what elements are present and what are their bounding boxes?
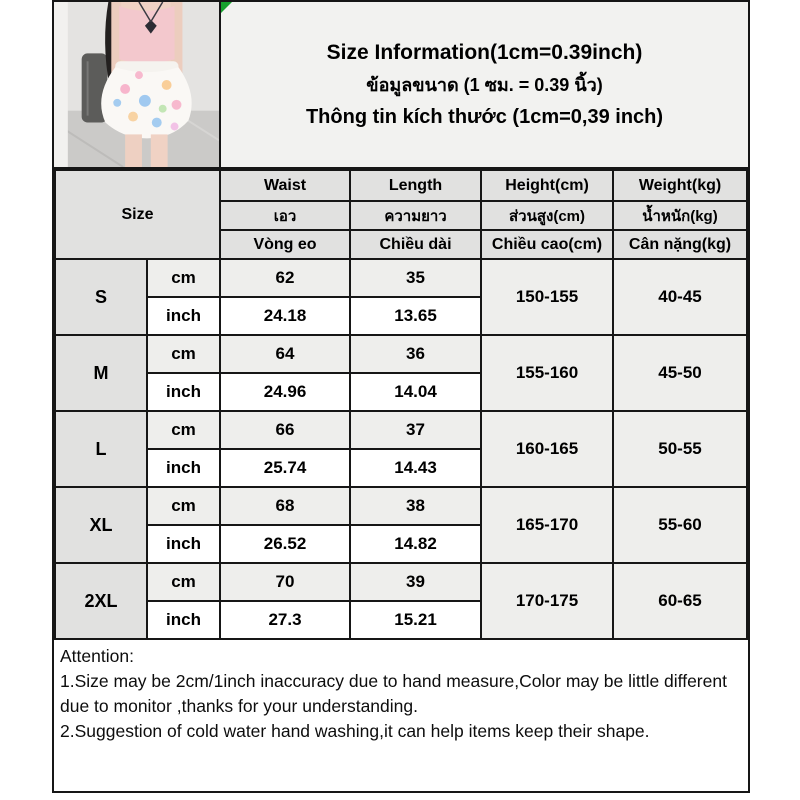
unit-cm: cm (147, 411, 220, 449)
length-cm-value: 37 (350, 411, 481, 449)
col-header-length-en: Length (350, 170, 481, 201)
col-header-length-vi: Chiều dài (350, 230, 481, 259)
unit-inch: inch (147, 601, 220, 639)
weight-range: 60-65 (613, 563, 747, 639)
waist-cm-value: 68 (220, 487, 350, 525)
height-range: 155-160 (481, 335, 613, 411)
length-inch-value: 13.65 (350, 297, 481, 335)
length-cm-value: 35 (350, 259, 481, 297)
weight-range: 40-45 (613, 259, 747, 335)
col-header-waist-vi: Vòng eo (220, 230, 350, 259)
waist-inch-value: 27.3 (220, 601, 350, 639)
length-inch-value: 15.21 (350, 601, 481, 639)
unit-cm: cm (147, 259, 220, 297)
waist-inch-value: 25.74 (220, 449, 350, 487)
unit-inch: inch (147, 373, 220, 411)
weight-range: 45-50 (613, 335, 747, 411)
waist-cm-value: 64 (220, 335, 350, 373)
col-header-weight-th: น้ำหนัก(kg) (613, 201, 747, 230)
length-cm-value: 38 (350, 487, 481, 525)
attention-heading: Attention: (60, 646, 134, 666)
waist-inch-value: 24.18 (220, 297, 350, 335)
col-header-length-th: ความยาว (350, 201, 481, 230)
size-chart-sheet (52, 0, 750, 793)
size-label-2xl: 2XL (55, 563, 147, 639)
size-label-xl: XL (55, 487, 147, 563)
size-table (54, 169, 748, 640)
attention-line-2: 2.Suggestion of cold water hand washing,it can help items keep their shape. (60, 721, 650, 741)
col-header-height-en: Height(cm) (481, 170, 613, 201)
weight-range: 55-60 (613, 487, 747, 563)
header-section (54, 2, 748, 169)
unit-cm: cm (147, 335, 220, 373)
length-inch-value: 14.43 (350, 449, 481, 487)
unit-inch: inch (147, 525, 220, 563)
height-range: 150-155 (481, 259, 613, 335)
col-header-height-vi: Chiều cao(cm) (481, 230, 613, 259)
green-corner-flag-icon (221, 2, 232, 13)
height-range: 165-170 (481, 487, 613, 563)
length-cm-value: 36 (350, 335, 481, 373)
col-header-waist-th: เอว (220, 201, 350, 230)
waist-inch-value: 26.52 (220, 525, 350, 563)
size-label-m: M (55, 335, 147, 411)
attention-line-1: 1.Size may be 2cm/1inch inaccuracy due to hand measure,Color may be little different due to monitor ,thanks for your understanding. (60, 671, 727, 716)
length-inch-value: 14.82 (350, 525, 481, 563)
product-photo-illustration (54, 2, 219, 167)
size-label-s: S (55, 259, 147, 335)
height-range: 160-165 (481, 411, 613, 487)
attention-notes (54, 640, 748, 744)
waist-inch-value: 24.96 (220, 373, 350, 411)
unit-cm: cm (147, 487, 220, 525)
title-block (221, 2, 748, 167)
waist-cm-value: 62 (220, 259, 350, 297)
size-header-cell: Size (55, 170, 220, 259)
height-range: 170-175 (481, 563, 613, 639)
length-cm-value: 39 (350, 563, 481, 601)
col-header-weight-en: Weight(kg) (613, 170, 747, 201)
product-photo (54, 2, 221, 167)
waist-cm-value: 70 (220, 563, 350, 601)
title-english: Size Information(1cm=0.39inch) (326, 40, 643, 64)
size-label-l: L (55, 411, 147, 487)
title-thai: ข้อมูลขนาด (1 ซม. = 0.39 นิ้ว) (366, 74, 603, 95)
weight-range: 50-55 (613, 411, 747, 487)
unit-cm: cm (147, 563, 220, 601)
length-inch-value: 14.04 (350, 373, 481, 411)
unit-inch: inch (147, 297, 220, 335)
col-header-height-th: ส่วนสูง(cm) (481, 201, 613, 230)
waist-cm-value: 66 (220, 411, 350, 449)
title-vietnamese: Thông tin kích thước (1cm=0,39 inch) (305, 105, 664, 128)
col-header-waist-en: Waist (220, 170, 350, 201)
unit-inch: inch (147, 449, 220, 487)
col-header-weight-vi: Cân nặng(kg) (613, 230, 747, 259)
